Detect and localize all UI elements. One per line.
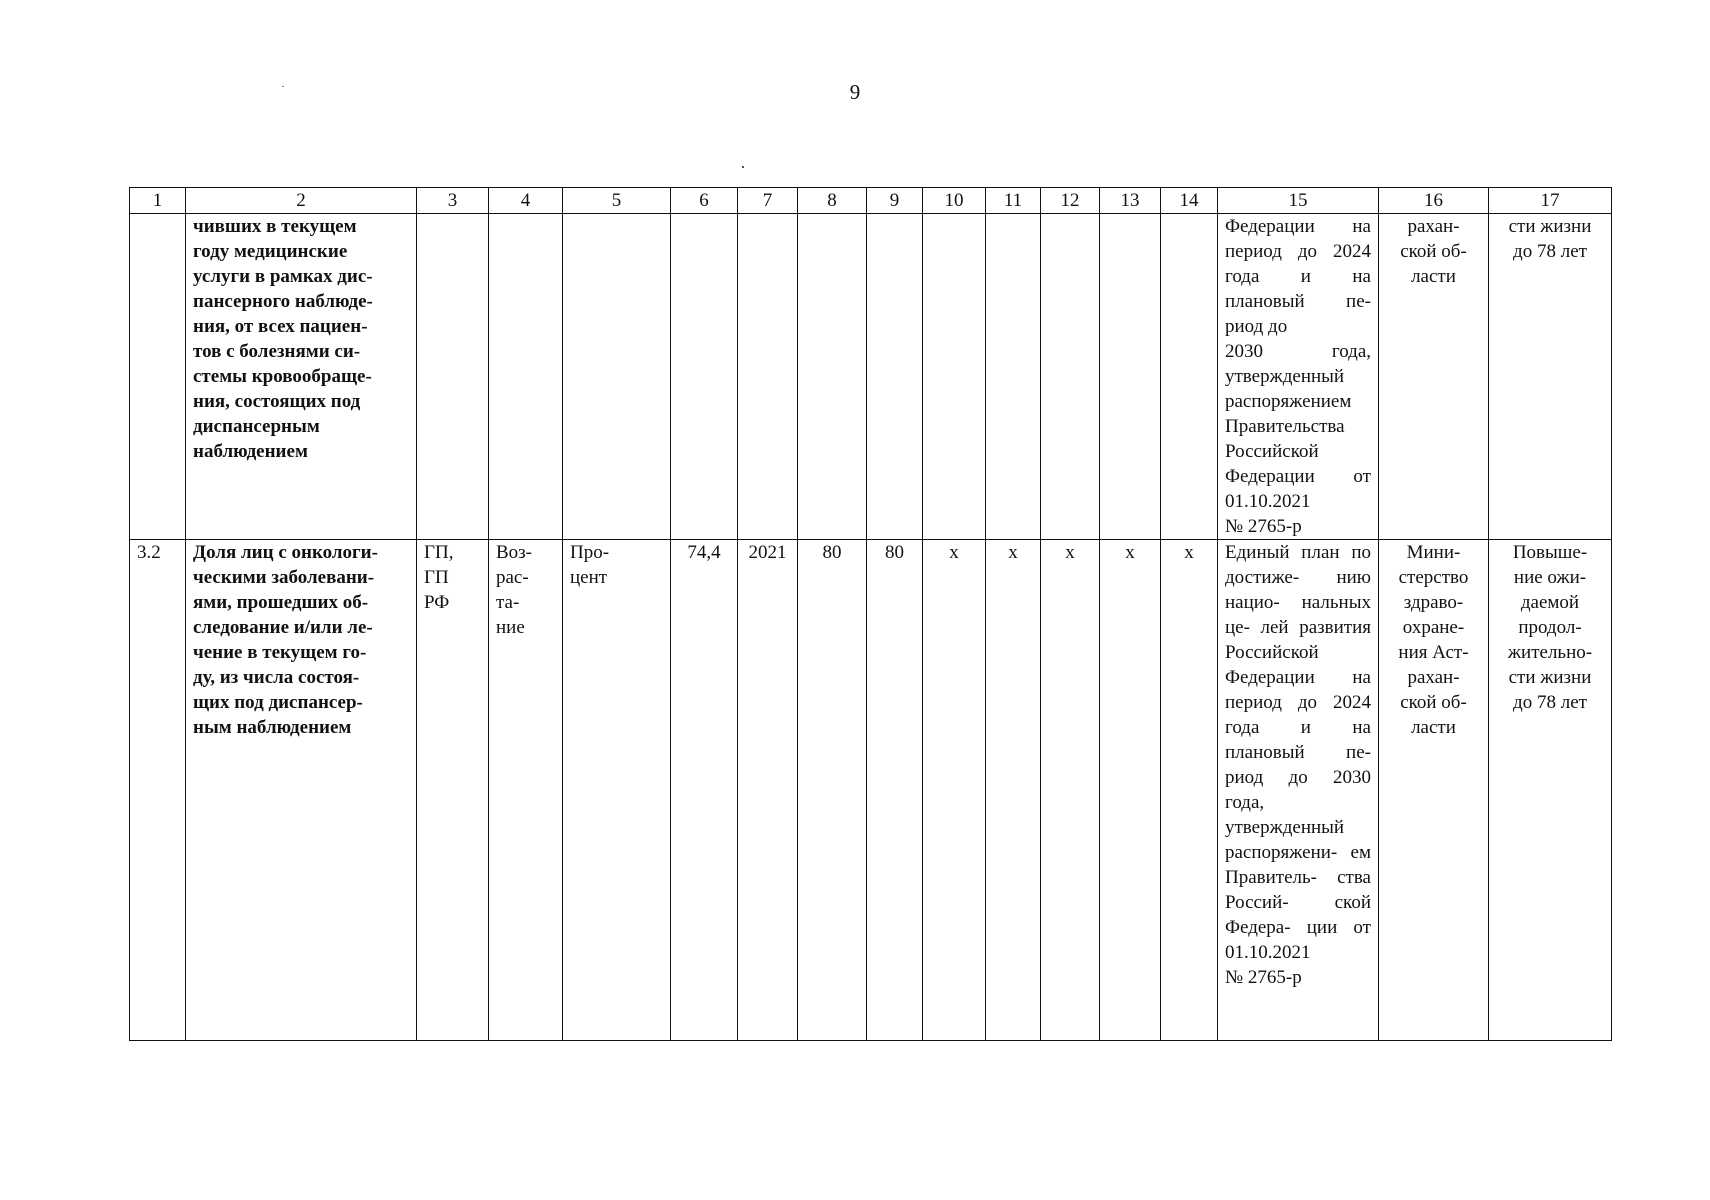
column-number: 17 [1489,188,1612,214]
column-number: 12 [1041,188,1100,214]
scan-speck [742,166,744,168]
table-cell [1161,214,1218,540]
table-cell [923,214,986,540]
target-value-cell: х [923,540,986,1041]
column-number: 11 [986,188,1041,214]
target-value-cell: х [986,540,1041,1041]
table-cell [1100,214,1161,540]
responsible-agency-cell: рахан- ской об- ласти [1379,214,1489,540]
column-number: 16 [1379,188,1489,214]
base-value-cell: 74,4 [671,540,738,1041]
target-value-cell: х [1100,540,1161,1041]
table-cell [417,214,489,540]
indicator-name-cell: Доля лиц с онкологи- ческими заболевани- ями, прошедших об- следование и/или ле- чение в текущем го- ду, из числа состоя- щих под диспансер- ным наблюдением [186,540,417,1041]
column-number: 14 [1161,188,1218,214]
column-number: 7 [738,188,798,214]
responsible-agency-cell: Мини- стерство здраво- охране- ния Аст- рахан- ской об- ласти [1379,540,1489,1041]
national-goal-cell: Повыше- ние ожи- даемой продол- жительно- сти жизни до 78 лет [1489,540,1612,1041]
column-number: 9 [867,188,923,214]
table-cell [738,214,798,540]
table-cell [489,214,563,540]
target-value-cell: х [1161,540,1218,1041]
target-value-cell: 80 [867,540,923,1041]
column-number: 15 [1218,188,1379,214]
national-goal-cell: сти жизни до 78 лет [1489,214,1612,540]
table-cell [1041,214,1100,540]
column-number: 4 [489,188,563,214]
column-number: 1 [130,188,186,214]
trend-cell: Воз- рас- та- ние [489,540,563,1041]
target-value-cell: х [1041,540,1100,1041]
row-number-cell: 3.2 [130,540,186,1041]
column-number: 8 [798,188,867,214]
indicators-table [129,187,1612,1041]
scan-speck [282,86,284,87]
indicator-name-cell: чивших в текущем году медицинские услуги в рамках дис- пансерного наблюде- ния, от всех пациен- тов с болезнями си- стемы кровообраще- ния, состоящих под диспансерным наблюдением [186,214,417,540]
table-row [130,214,1612,540]
unit-cell: Про- цент [563,540,671,1041]
base-year-cell: 2021 [738,540,798,1041]
table-cell [130,214,186,540]
table-cell [798,214,867,540]
table-cell [986,214,1041,540]
table-cell [867,214,923,540]
column-number: 13 [1100,188,1161,214]
table-row [130,540,1612,1041]
target-value-cell: 80 [798,540,867,1041]
column-number: 2 [186,188,417,214]
table-cell [671,214,738,540]
indicator-level-cell: ГП, ГП РФ [417,540,489,1041]
column-number-row [130,188,1612,214]
column-number: 5 [563,188,671,214]
column-number: 3 [417,188,489,214]
source-document-cell: Единый план по достиже- нию нацио- нальных це- лей развития Российской Федерации на период до 2024 года и на плановый пе- риод до 2030 года, утвержденный распоряжени- ем Правитель- ства Россий- ской Федера- ции от 01.10.2021 № 2765-р [1218,540,1379,1041]
source-document-cell: Федерации на период до 2024 года и на плановый пе- риод до 2030 года, утвержденный распоряжением Правительства Российской Федерации от 01.10.2021 № 2765-р [1218,214,1379,540]
column-number: 10 [923,188,986,214]
column-number: 6 [671,188,738,214]
table-cell [563,214,671,540]
page-number: 9 [849,80,861,104]
